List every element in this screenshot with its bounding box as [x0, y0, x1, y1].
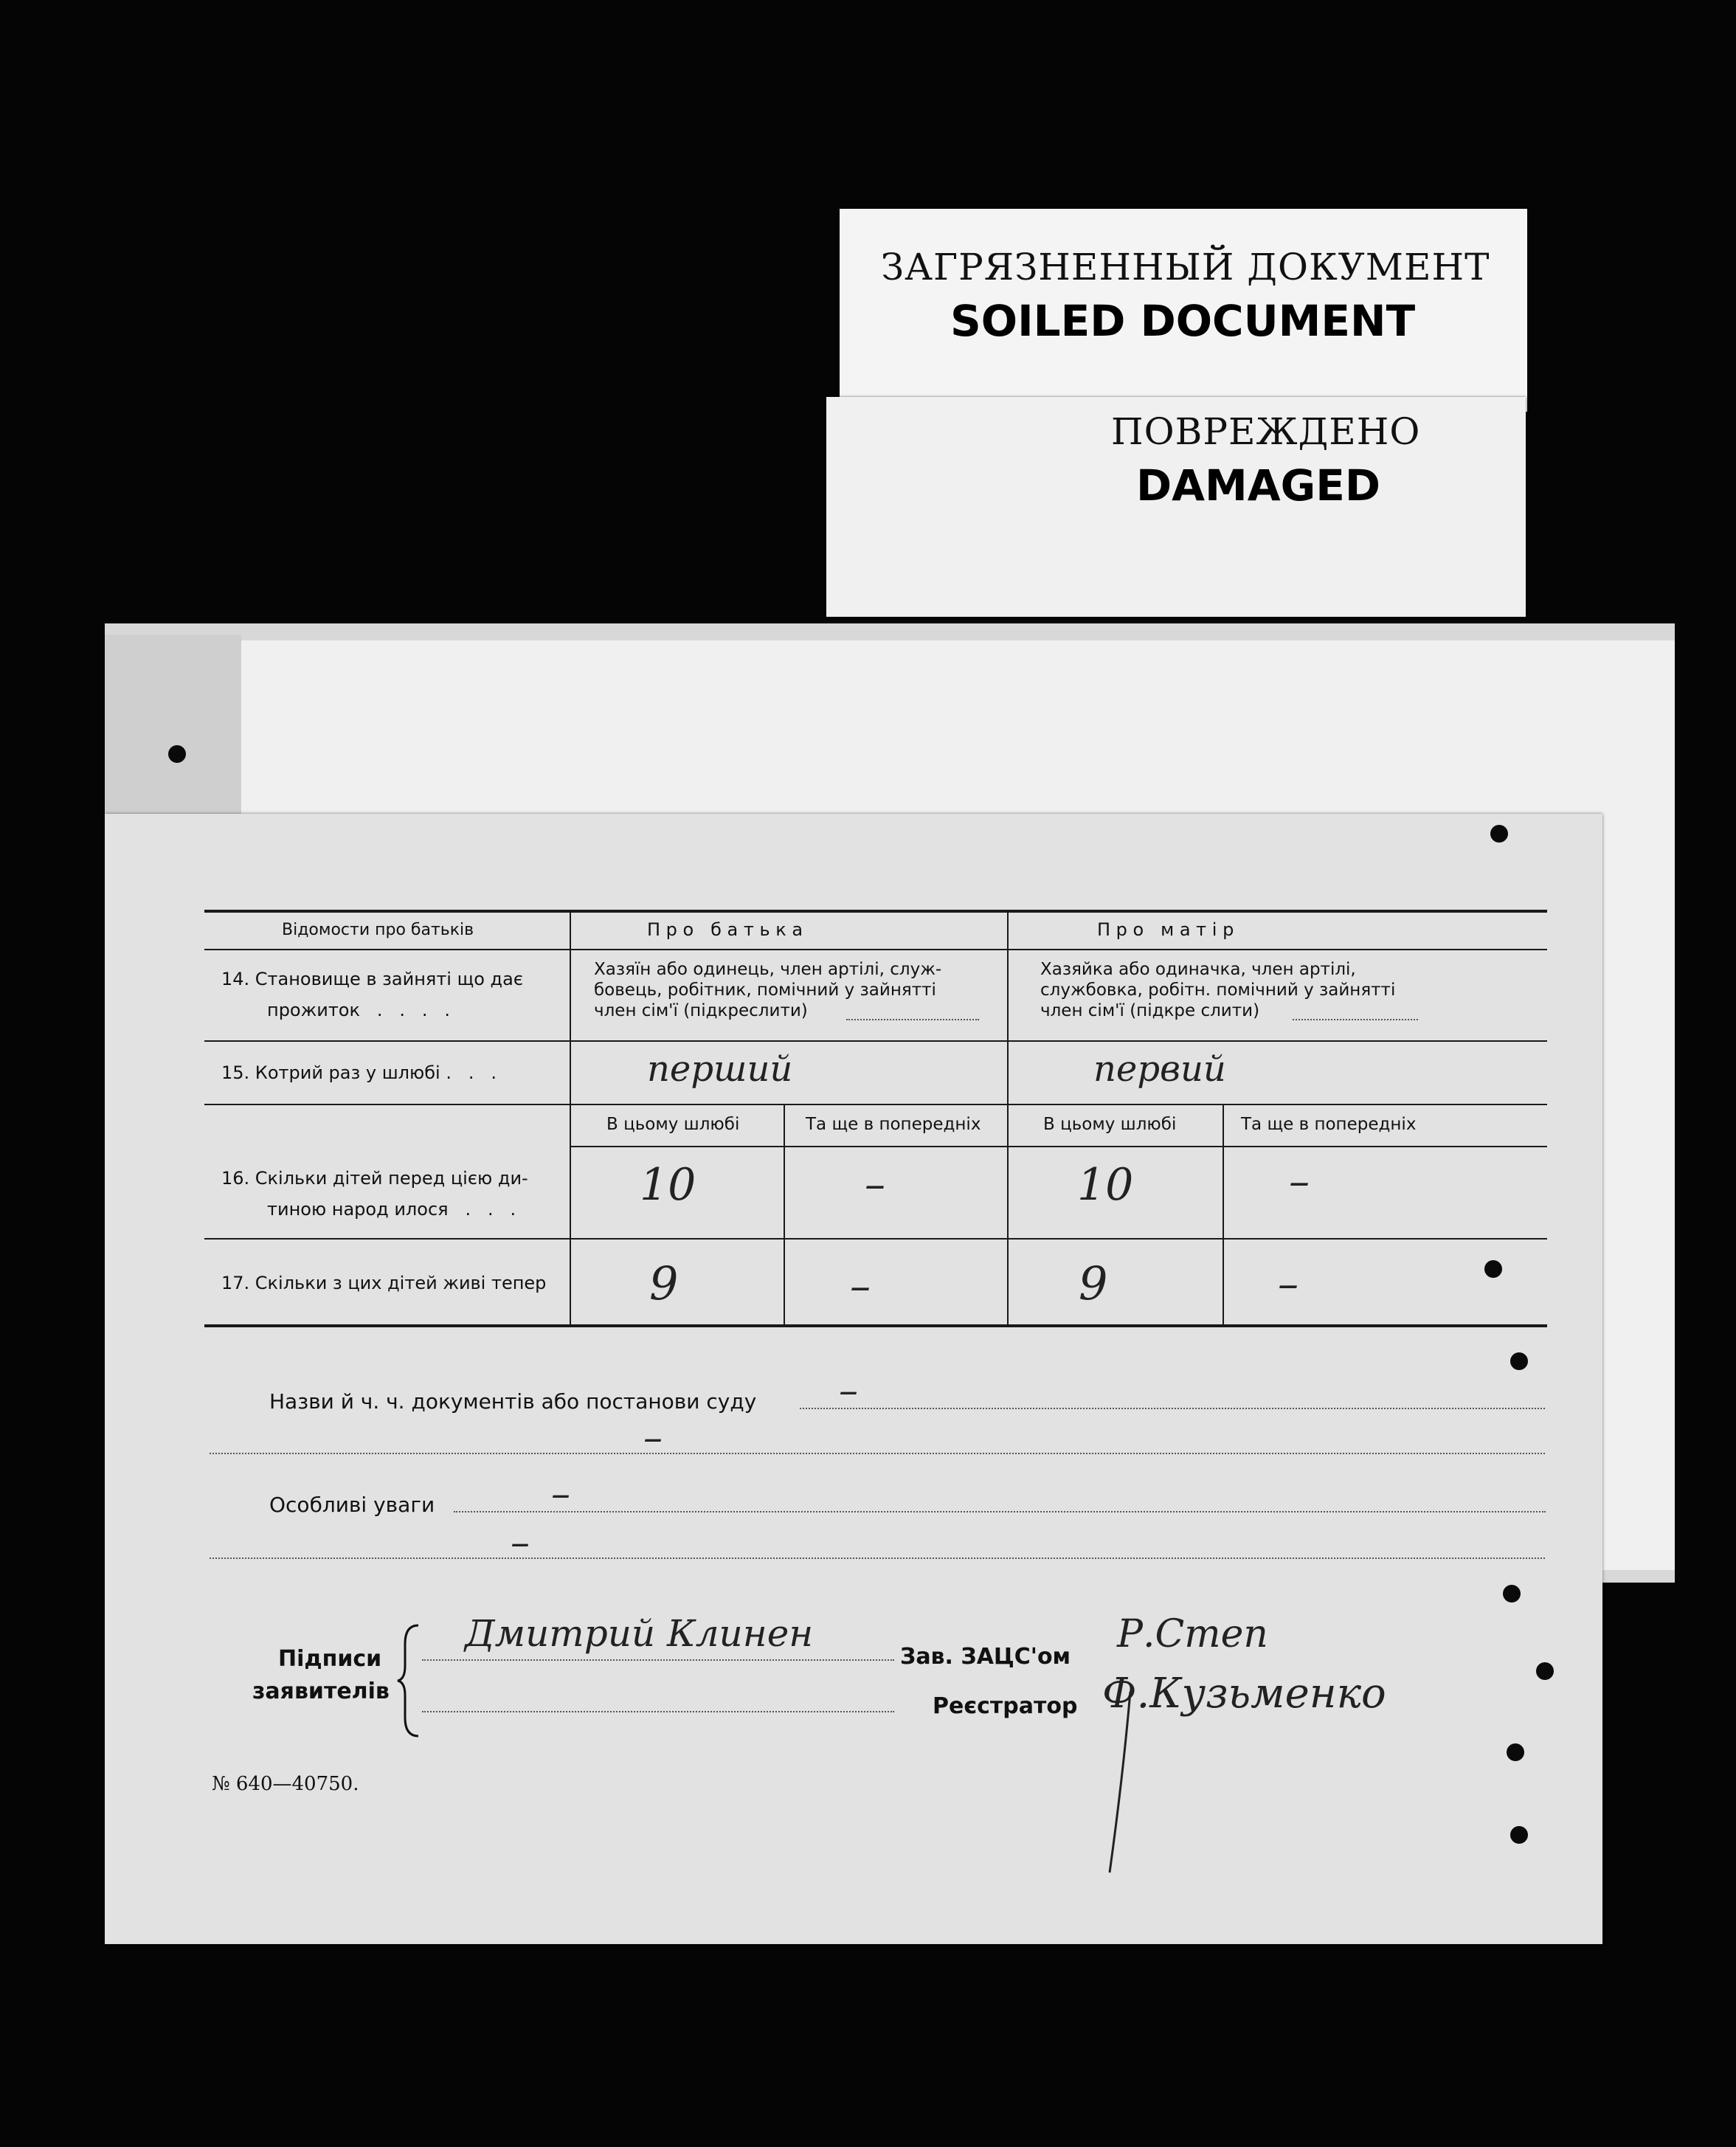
- documents-line: [800, 1408, 1545, 1409]
- documents-label: Назви й ч. ч. документів або постанови суду: [269, 1389, 757, 1414]
- row14-mother-options: Хазяйка або одиначка, член артілі,: [1040, 960, 1356, 979]
- table-bottom-rule: [204, 1324, 1547, 1327]
- damaged-label-en: DAMAGED: [1136, 460, 1381, 511]
- header-info: Відомости про батьків: [282, 921, 474, 939]
- punch-hole: [1510, 1352, 1528, 1370]
- punch-hole: [168, 745, 186, 763]
- punch-hole: [1490, 825, 1508, 843]
- row16-mother-prev: –: [1289, 1158, 1310, 1206]
- table-rule: [204, 949, 1547, 950]
- soiled-label-en: SOILED DOCUMENT: [950, 296, 1416, 346]
- punch-hole: [1507, 1743, 1524, 1761]
- table-rule: [204, 1104, 1547, 1105]
- row17-father-this: 9: [649, 1256, 679, 1310]
- row14-father-options: Хазяїн або одинець, член артілі, служ-: [594, 960, 942, 979]
- row16-father-prev: –: [865, 1161, 885, 1209]
- signature-stroke: [1101, 1688, 1145, 1880]
- punch-hole: [1484, 1260, 1502, 1278]
- punch-hole: [1503, 1585, 1521, 1603]
- punch-hole: [1536, 1662, 1554, 1680]
- documents-line-2: [210, 1453, 1545, 1454]
- brace-icon: [396, 1622, 426, 1740]
- registrar-signature: Ф.Кузьменко: [1102, 1670, 1386, 1718]
- table-rule: [204, 1040, 1547, 1042]
- row14-father-options: член сім'ї (підкреслити): [594, 1001, 808, 1020]
- row17-mother-prev: –: [1278, 1260, 1298, 1308]
- form-number: № 640—40750.: [212, 1773, 359, 1795]
- registration-form: [105, 814, 1602, 1944]
- header-mother: П р о м а т і р: [1097, 919, 1234, 940]
- row15-label: 15. Котрий раз у шлюбі . . .: [221, 1062, 497, 1083]
- row17-label: 17. Скільки з цих дітей живі тепер: [221, 1273, 547, 1293]
- row15-mother-value: первий: [1093, 1048, 1226, 1090]
- damaged-label-card: [826, 397, 1526, 617]
- punch-hole: [1510, 1826, 1528, 1844]
- subheader-this-marriage: В цьому шлюбі: [606, 1115, 740, 1134]
- applicant-sig-line-2: [422, 1711, 894, 1712]
- notes-value-2: –: [511, 1521, 530, 1565]
- dotted-line: [1293, 1019, 1418, 1020]
- notes-line: [454, 1511, 1546, 1512]
- damaged-label-ru: ПОВРЕЖДЕНО: [1111, 410, 1421, 453]
- row14-mother-options: службовка, робітн. помічний у зайнятті: [1040, 981, 1396, 1000]
- table-rule: [204, 1238, 1547, 1240]
- subheader-this-marriage: В цьому шлюбі: [1043, 1115, 1177, 1134]
- notes-label: Особливі уваги: [269, 1493, 435, 1517]
- table-col-rule: [1223, 1104, 1224, 1327]
- row17-father-prev: –: [850, 1262, 871, 1310]
- applicant-signature: Дмитрий Клинен: [465, 1612, 814, 1655]
- row14-label: 14. Становище в зайняті що дає: [221, 969, 523, 989]
- table-col-rule: [570, 910, 571, 1327]
- head-signature: Р.Степ: [1117, 1612, 1268, 1656]
- row16-label: 16. Скільки дітей перед цією ди-: [221, 1168, 528, 1189]
- applicants-label-cont: заявителів: [252, 1678, 390, 1704]
- subheader-previous: Та ще в попередніх: [1241, 1115, 1417, 1134]
- dotted-line: [846, 1019, 979, 1020]
- head-label: Зав. ЗАЦС'ом: [900, 1644, 1071, 1670]
- table-col-rule: [1007, 910, 1009, 1327]
- header-father: П р о б а т ь к а: [647, 919, 803, 940]
- notes-value: –: [551, 1472, 570, 1516]
- documents-value: –: [839, 1369, 858, 1413]
- row14-label-cont: прожиток . . . .: [267, 1000, 451, 1020]
- row16-mother-this: 10: [1077, 1159, 1134, 1211]
- soiled-label-card: [840, 209, 1527, 412]
- soiled-label-ru: ЗАГРЯЗНЕННЫЙ ДОКУМЕНТ: [881, 246, 1490, 288]
- documents-value-2: –: [643, 1416, 663, 1460]
- row14-mother-options: член сім'ї (підкре слити): [1040, 1001, 1260, 1020]
- registrar-label: Реєстратор: [933, 1693, 1078, 1719]
- row17-mother-this: 9: [1079, 1256, 1108, 1310]
- notes-line-2: [210, 1557, 1545, 1559]
- row14-father-options: бовець, робітник, помічний у зайнятті: [594, 981, 936, 1000]
- applicant-sig-line: [422, 1659, 894, 1661]
- table-rule: [570, 1146, 1547, 1147]
- row16-father-this: 10: [640, 1159, 696, 1211]
- row15-father-value: перший: [647, 1048, 793, 1090]
- table-top-rule: [204, 910, 1547, 913]
- row16-label-cont: тиною народ илося . . .: [267, 1199, 516, 1220]
- applicants-label: Підписи: [278, 1646, 382, 1672]
- subheader-previous: Та ще в попередніх: [806, 1115, 981, 1134]
- table-col-rule: [784, 1104, 785, 1327]
